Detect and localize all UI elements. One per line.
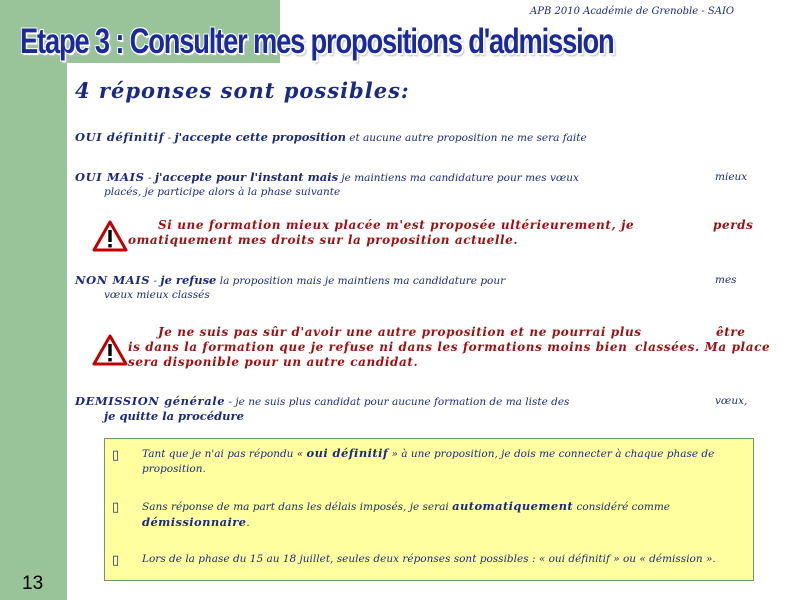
option-oui-mais: OUI MAIS - j'accepte pour l'instant mais je maintiens ma candidature pour mes vœux <box>75 170 579 184</box>
option-line2: placés, je participe alors à la phase suivante <box>104 186 341 198</box>
option-bold-phrase: j'accepte cette proposition <box>174 130 346 144</box>
option-right-word: vœux, <box>715 395 748 407</box>
option-bold-phrase: j'accepte pour l'instant mais <box>154 170 339 184</box>
warning-text-right: classées. Ma place <box>635 340 771 354</box>
slide-number: 13 <box>22 573 44 594</box>
option-demission: DEMISSION générale - je ne suis plus candidat pour aucune formation de ma liste des <box>75 394 570 408</box>
info-item: Sans réponse de ma part dans les délais imposés, je serai automatiquement considéré comme démissionnaire. <box>142 499 670 529</box>
bullet-icon: ▯ <box>112 500 120 515</box>
info-item: Lors de la phase du 15 au 18 juillet, seules deux réponses sont possibles : « oui définitif » ou « démission ». <box>142 553 716 565</box>
bullet-icon: ▯ <box>112 553 120 568</box>
option-oui-definitif: OUI définitif - j'accepte cette proposition et aucune autre proposition ne me sera faite <box>75 130 587 144</box>
option-bold-phrase: je refuse <box>160 273 217 287</box>
warning-text-line1: Si une formation mieux placée m'est proposée ultérieurement, je <box>158 218 635 232</box>
warning-text-line1: Je ne suis pas sûr d'avoir une autre proposition et ne pourrai plus <box>158 325 642 339</box>
option-keyword: NON MAIS <box>75 273 151 287</box>
warning-icon <box>92 220 128 252</box>
option-keyword: DEMISSION générale <box>75 394 226 408</box>
option-line2: je quitte la procédure <box>104 409 244 423</box>
warning-text-line2: is dans la formation que je refuse ni dans les formations moins bien <box>128 340 628 354</box>
warning-text-line2: omatiquement mes droits sur la proposition actuelle. <box>128 233 519 247</box>
option-non-mais: NON MAIS - je refuse la proposition mais je maintiens ma candidature pour <box>75 273 506 287</box>
slide-title: Etape 3 : Consulter mes propositions d'admission <box>20 22 614 61</box>
warning-text-line3: sera disponible pour un autre candidat. <box>128 355 419 369</box>
green-sidebar <box>0 0 67 600</box>
info-item: Tant que je n'ai pas répondu « oui définitif » à une proposition, je dois me connecter à chaque phase de proposition. <box>142 446 715 475</box>
option-keyword: OUI MAIS <box>75 170 145 184</box>
warning-icon <box>92 334 128 366</box>
option-right-word: mieux <box>715 171 748 183</box>
header-note: APB 2010 Académie de Grenoble - SAIO <box>530 6 735 17</box>
bullet-icon: ▯ <box>112 448 120 463</box>
option-keyword: OUI définitif <box>75 130 165 144</box>
option-right-word: mes <box>715 274 737 286</box>
warning-text-right: être <box>716 325 746 339</box>
slide-subtitle: 4 réponses sont possibles: <box>75 78 410 103</box>
warning-text-right: perds <box>713 218 754 232</box>
option-line2: vœux mieux classés <box>104 289 210 301</box>
